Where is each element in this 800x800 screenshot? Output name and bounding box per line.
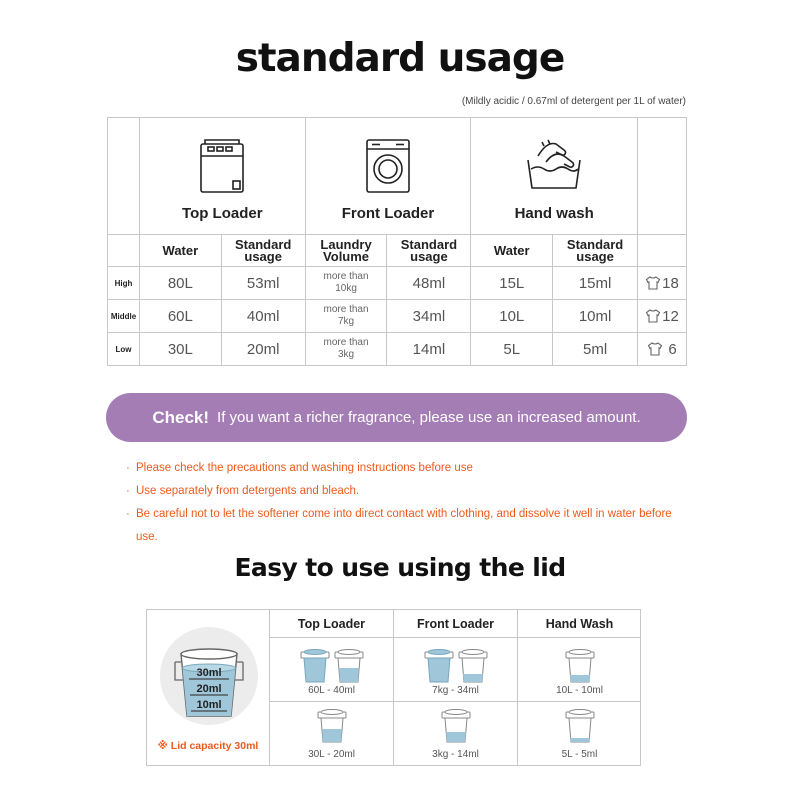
lid-column-hand-wash <box>518 610 641 765</box>
lid-dosage-label: 10L - 10ml <box>556 685 603 696</box>
check-banner <box>106 393 687 442</box>
corner-cell <box>108 118 140 235</box>
partial-lid-icon <box>334 648 364 684</box>
column-header: Laundry Volume <box>305 235 387 267</box>
check-label: Check! <box>152 407 210 427</box>
lid-cell <box>394 702 517 765</box>
lid-usage-table <box>146 609 641 766</box>
check-text: If you want a richer fragrance, please use an increased amount. <box>217 409 641 426</box>
shirt-icon <box>645 275 661 291</box>
lid-column-header: Front Loader <box>394 610 517 638</box>
list-item: · Use separately from detergents and bleach. <box>126 485 360 497</box>
top-loader-washer-icon <box>197 136 247 199</box>
column-header: Standard usage <box>221 235 305 267</box>
lid-column-header: Hand Wash <box>518 610 641 638</box>
group-hand-wash <box>471 118 638 235</box>
full-lid-icon <box>300 648 330 684</box>
level-label: Low <box>108 333 140 366</box>
lid-cell <box>270 702 393 765</box>
partial-lid-icon <box>441 708 471 744</box>
column-header: Standard usage <box>553 235 638 267</box>
level-label: Middle <box>108 300 140 333</box>
front-loader-washer-icon <box>364 136 412 201</box>
lid-dosage-label: 7kg - 34ml <box>432 685 479 696</box>
lid-mark: 30ml <box>196 667 222 679</box>
lid-dosage-label: 30L - 20ml <box>308 749 355 760</box>
lid-dosage-label: 3kg - 14ml <box>432 749 479 760</box>
group-top-loader <box>139 118 305 235</box>
group-label: Top Loader <box>182 205 263 222</box>
lid-column-top-loader <box>270 610 394 765</box>
shirt-icon <box>647 341 663 357</box>
lid-cell <box>518 638 641 702</box>
lid-mark: 20ml <box>196 683 222 695</box>
hand-wash-icon <box>524 136 584 197</box>
lid-mark: 10ml <box>196 699 222 711</box>
full-lid-icon <box>424 648 454 684</box>
column-header: Water <box>471 235 553 267</box>
section-title: Easy to use using the lid <box>234 553 566 582</box>
lid-illustration-cell <box>147 610 270 765</box>
partial-lid-icon <box>458 648 488 684</box>
precaution-notes <box>126 457 686 549</box>
table-row: Low 30L 20ml more than 3kg 14ml 5L 5ml 6 <box>108 333 687 366</box>
partial-lid-icon <box>565 648 595 684</box>
lid-dosage-label: 60L - 40ml <box>308 685 355 696</box>
lid-capacity-note: ※ Lid capacity 30ml <box>157 740 259 752</box>
measuring-lid-icon <box>167 636 251 720</box>
usage-table <box>107 117 687 366</box>
column-header: Standard usage <box>387 235 471 267</box>
group-label: Front Loader <box>341 205 435 222</box>
table-row: Middle 60L 40ml more than 7kg 34ml 10L 10ml 12 <box>108 300 687 333</box>
group-label: Hand wash <box>514 205 594 222</box>
shirt-icon <box>645 308 661 324</box>
column-header: Water <box>139 235 221 267</box>
corner-cell <box>638 118 687 235</box>
table-row: High 80L 53ml more than 10kg 48ml 15L 15ml 18 <box>108 267 687 300</box>
partial-lid-icon <box>565 708 595 744</box>
lid-column-header: Top Loader <box>270 610 393 638</box>
lid-dosage-label: 5L - 5ml <box>561 749 598 760</box>
lid-cell <box>394 638 517 702</box>
level-label: High <box>108 267 140 300</box>
page-title: standard usage <box>235 36 565 81</box>
dosage-note: (Mildly acidic / 0.67ml of detergent per 1L of water) <box>461 96 686 107</box>
lid-cell <box>518 702 641 765</box>
partial-lid-icon <box>317 708 347 744</box>
list-item: · Be careful not to let the softener come into direct contact with clothing, and dissolve it well in water before use. <box>126 508 672 543</box>
group-front-loader <box>305 118 471 235</box>
lid-cell <box>270 638 393 702</box>
lid-column-front-loader <box>394 610 518 765</box>
list-item: · Please check the precautions and washing instructions before use <box>126 462 473 474</box>
